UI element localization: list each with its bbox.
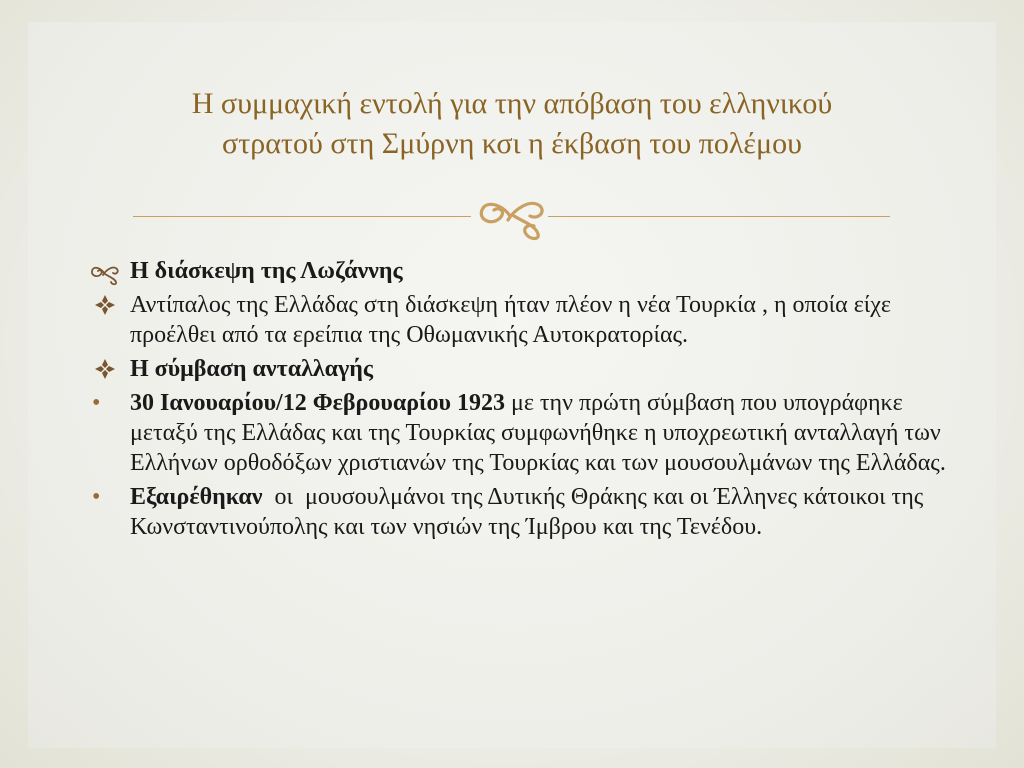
item-text: οι μουσουλμάνοι της Δυτικής Θράκης και οι Έλληνες κάτοικοι της Κωνσταντινούπολης και των νησιών της Ίμβρου και της Τενέδου. <box>130 484 930 540</box>
item-heading: Η διάσκεψη της Λωζάννης <box>130 258 403 284</box>
round-bullet-icon: • <box>92 390 101 416</box>
title-divider-left <box>133 216 471 217</box>
item-date: 30 Ιανουαρίου/12 Φεβρουαρίου 1923 <box>130 390 505 416</box>
list-item <box>88 388 948 478</box>
item-heading: Εξαιρέθηκαν <box>130 484 263 510</box>
list-item <box>88 256 948 286</box>
round-bullet-icon: • <box>92 484 101 510</box>
title-line-2: στρατού στη Σμύρνη κσι η έκβαση του πολέμου <box>222 127 802 160</box>
title-line-1: Η συμμαχική εντολή για την απόβαση του ελληνικού <box>191 87 833 120</box>
item-text: με την πρώτη σύμβαση που υπογράφηκε μεταξύ της Ελλάδας και της Τουρκίας συμφωνήθηκε η υποχρεωτική ανταλλαγή των Ελλήνων ορθοδόξων χριστιανών της Τουρκίας και των μουσουλμάνων της Ελλάδας. <box>130 390 946 476</box>
ornament-icon <box>474 186 550 242</box>
item-text: Αντίπαλος της Ελλάδας στη διάσκεψη ήταν πλέον η νέα Τουρκία , η οποία είχε προέλθει από τα ερείπια της Οθωμανικής Αυτοκρατορίας. <box>130 292 891 348</box>
diamond-bullet-icon <box>88 354 124 384</box>
title-divider-right <box>548 216 890 217</box>
item-heading: Η σύμβαση ανταλλαγής <box>130 356 374 382</box>
diamond-bullet-icon <box>88 290 124 320</box>
list-item <box>88 354 948 384</box>
content-list <box>88 256 948 546</box>
list-item <box>88 482 948 542</box>
ornament-bullet-icon <box>88 256 124 286</box>
slide-title <box>80 84 944 164</box>
list-item <box>88 290 948 350</box>
